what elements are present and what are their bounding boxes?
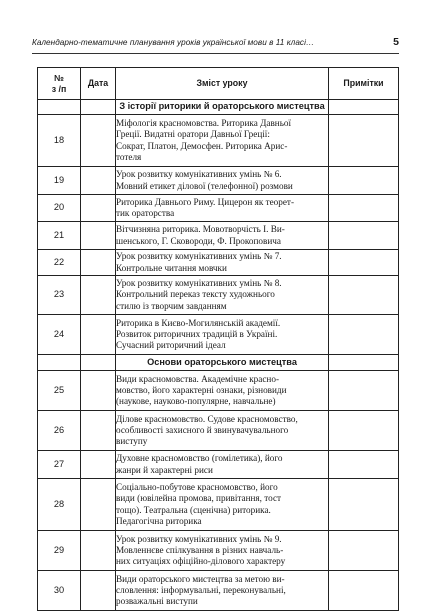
- table-row: [38, 222, 399, 250]
- table-row: [38, 250, 399, 276]
- topic-line: Вітчизняна риторика. Мовотворчість І. Ви-: [116, 224, 285, 235]
- section-date-cell: [81, 355, 116, 371]
- row-date: [81, 411, 116, 451]
- row-topic: [116, 411, 329, 451]
- column-header-number-line2: з /п: [51, 83, 67, 94]
- row-topic: [116, 167, 329, 195]
- column-header-number-line1: №: [54, 72, 64, 83]
- topic-line: стилю із творчим завданням: [116, 300, 227, 311]
- table-row: [38, 115, 399, 167]
- row-number: 26: [38, 411, 81, 451]
- section-num-cell: [38, 355, 81, 371]
- table-row: [38, 167, 399, 195]
- lesson-plan-table: [37, 67, 399, 611]
- row-notes: [329, 115, 399, 167]
- table-row: [38, 531, 399, 571]
- section-title: З історії риторики й ораторського мистецтва: [116, 100, 329, 115]
- row-date: [81, 195, 116, 222]
- topic-line: Духовне красномовство (гомілетика), його: [116, 453, 283, 464]
- row-topic: [116, 451, 329, 479]
- topic-line: жанри й характерні риси: [116, 464, 213, 475]
- table-row: [38, 371, 399, 411]
- page-number: 5: [393, 36, 399, 48]
- section-row: [38, 100, 399, 115]
- topic-line: Розвиток риторичних традицій в Україні.: [116, 328, 278, 339]
- topic-line: Риторика в Києво-Могилянській академії.: [116, 317, 281, 328]
- table-row: [38, 411, 399, 451]
- topic-line: Риторика Давнього Риму. Цицерон як теорет-: [116, 196, 295, 207]
- row-number: 27: [38, 451, 81, 479]
- row-number: 23: [38, 276, 81, 315]
- topic-line: Види красномовства. Академічне красно-: [116, 373, 280, 384]
- row-number: 29: [38, 531, 81, 571]
- row-notes: [329, 250, 399, 276]
- topic-line: Урок розвитку комунікативних умінь № 6.: [116, 169, 282, 180]
- column-header-notes: Примітки: [329, 68, 399, 100]
- topic-line: виступу: [116, 436, 148, 447]
- row-topic: [116, 276, 329, 315]
- row-date: [81, 371, 116, 411]
- row-number: 28: [38, 479, 81, 531]
- table-row: [38, 315, 399, 355]
- row-date: [81, 571, 116, 611]
- table-row: [38, 451, 399, 479]
- row-number: 18: [38, 115, 81, 167]
- row-date: [81, 115, 116, 167]
- topic-line: них ситуаціях офіційно-ділового характеру: [116, 556, 286, 567]
- row-number: 20: [38, 195, 81, 222]
- row-notes: [329, 479, 399, 531]
- row-date: [81, 315, 116, 355]
- topic-line: види (ювілейна промова, привітання, тост: [116, 493, 282, 504]
- header-rule: [32, 53, 399, 54]
- row-date: [81, 167, 116, 195]
- row-topic: [116, 531, 329, 571]
- row-number: 25: [38, 371, 81, 411]
- topic-line: Міфологія красномовства. Риторика Давньої: [116, 117, 292, 128]
- topic-line: Ділове красномовство. Судове красномовство,: [116, 413, 298, 424]
- row-notes: [329, 167, 399, 195]
- section-notes-cell: [329, 355, 399, 371]
- section-row: [38, 355, 399, 371]
- row-number: 21: [38, 222, 81, 250]
- row-date: [81, 250, 116, 276]
- row-number: 19: [38, 167, 81, 195]
- row-topic: [116, 250, 329, 276]
- table-row: [38, 479, 399, 531]
- topic-line: Контрольне читання мовчки: [116, 262, 227, 273]
- topic-line: шенського, Г. Сковороди, Ф. Прокоповича: [116, 235, 281, 246]
- row-notes: [329, 315, 399, 355]
- running-header: [32, 38, 399, 56]
- row-notes: [329, 276, 399, 315]
- row-notes: [329, 371, 399, 411]
- table-row: [38, 276, 399, 315]
- topic-line: тотеля: [116, 151, 142, 162]
- topic-line: (наукове, науково-популярне, навчальне): [116, 396, 276, 407]
- table-row: [38, 195, 399, 222]
- row-notes: [329, 411, 399, 451]
- row-notes: [329, 222, 399, 250]
- row-topic: [116, 115, 329, 167]
- topic-line: Сучасний риторичний ідеал: [116, 340, 226, 351]
- topic-line: Урок розвитку комунікативних умінь № 7.: [116, 251, 282, 262]
- row-date: [81, 276, 116, 315]
- topic-line: словлення: інформувальні, переконувальні,: [116, 584, 286, 595]
- topic-line: тощо). Театральна (сценічна) риторика.: [116, 504, 271, 515]
- topic-line: Види ораторського мистецтва за метою ви-: [116, 573, 285, 584]
- topic-line: мовство, його характерні ознаки, різновиди: [116, 384, 287, 395]
- column-header-topic: Зміст уроку: [116, 68, 329, 100]
- row-date: [81, 451, 116, 479]
- row-number: 24: [38, 315, 81, 355]
- running-header-title: Календарно-тематичне планування уроків української мови в 11 класі…: [32, 38, 315, 47]
- column-header-number: [38, 68, 81, 100]
- section-notes-cell: [329, 100, 399, 115]
- row-notes: [329, 451, 399, 479]
- row-notes: [329, 195, 399, 222]
- row-topic: [116, 195, 329, 222]
- section-num-cell: [38, 100, 81, 115]
- row-date: [81, 222, 116, 250]
- row-number: 22: [38, 250, 81, 276]
- row-date: [81, 531, 116, 571]
- row-date: [81, 479, 116, 531]
- table-header-row: [38, 68, 399, 100]
- row-topic: [116, 479, 329, 531]
- topic-line: Мовний етикет ділової (телефонної) розмови: [116, 180, 293, 191]
- row-topic: [116, 222, 329, 250]
- table-row: [38, 571, 399, 611]
- topic-line: тик ораторства: [116, 208, 175, 218]
- topic-line: Сократ, Платон, Демосфен. Риторика Арис-: [116, 140, 288, 151]
- topic-line: Мовленнєве спілкування в різних навчаль-: [116, 544, 284, 555]
- row-notes: [329, 571, 399, 611]
- row-topic: [116, 371, 329, 411]
- row-notes: [329, 531, 399, 571]
- topic-line: особливості захисного й звинувачувального: [116, 424, 289, 435]
- row-topic: [116, 315, 329, 355]
- topic-line: Урок розвитку комунікативних умінь № 9.: [116, 533, 282, 544]
- topic-line: Соціально-побутове красномовство, його: [116, 481, 278, 492]
- column-header-date: Дата: [81, 68, 116, 100]
- topic-line: Греції. Видатні оратори Давньої Греції:: [116, 129, 270, 140]
- topic-line: Педагогічна риторика: [116, 515, 202, 526]
- section-title: Основи ораторського мистецтва: [116, 355, 329, 371]
- section-date-cell: [81, 100, 116, 115]
- topic-line: Урок розвитку комунікативних умінь № 8.: [116, 278, 282, 289]
- row-topic: [116, 571, 329, 611]
- row-number: 30: [38, 571, 81, 611]
- topic-line: розважальні виступи: [116, 596, 198, 607]
- topic-line: Контрольний переказ тексту художнього: [116, 289, 275, 300]
